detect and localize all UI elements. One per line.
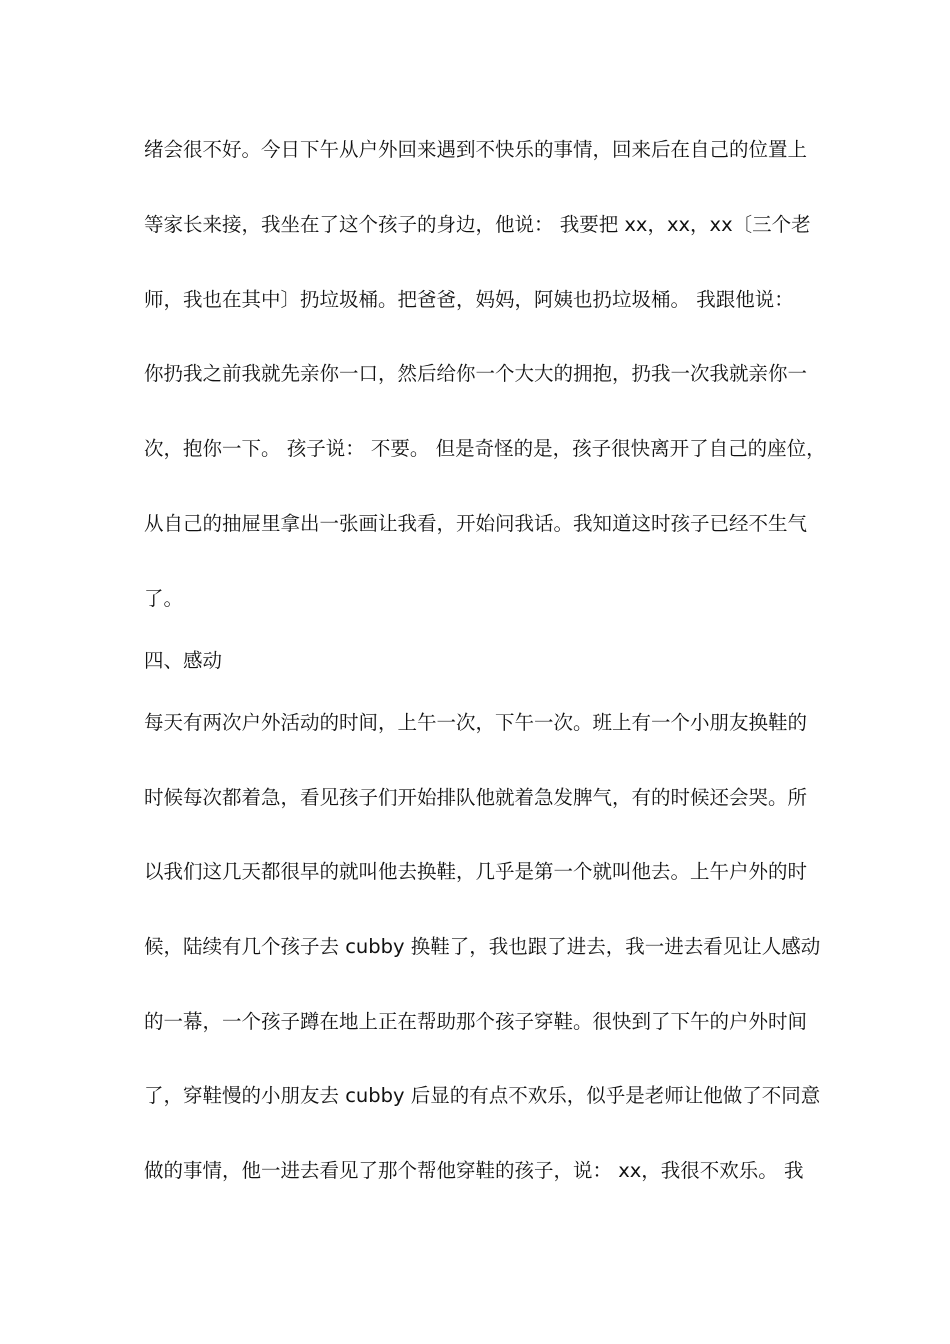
- text-line: 以我们这几天都很早的就叫他去换鞋，几乎是第一个就叫他去。上午户外的时: [144, 860, 808, 883]
- text-line: 等家长来接，我坐在了这个孩子的身边，他说： 我要把 xx，xx，xx〔三个老: [144, 213, 811, 236]
- text-line: 次，抱你一下。 孩子说： 不要。 但是奇怪的是，孩子很快离开了自己的座位，: [144, 437, 826, 460]
- text-line: 了。: [144, 587, 184, 610]
- text-line: 了，穿鞋慢的小朋友去 cubby 后显的有点不欢乐，似乎是老师让他做了不同意: [144, 1084, 821, 1107]
- text-line: 每天有两次户外活动的时间，上午一次，下午一次。班上有一个小朋友换鞋的: [144, 711, 808, 734]
- text-line: 从自己的抽屉里拿出一张画让我看，开始问我话。我知道这时孩子已经不生气: [144, 512, 808, 535]
- text-line: 绪会很不好。今日下午从户外回来遇到不快乐的事情，回来后在自己的位置上: [144, 138, 808, 161]
- section-heading: 四、感动: [144, 649, 223, 672]
- text-line: 做的事情，他一进去看见了那个帮他穿鞋的孩子，说： xx，我很不欢乐。 我: [144, 1159, 804, 1182]
- text-line: 时候每次都着急，看见孩子们开始排队他就着急发脾气，有的时候还会哭。所: [144, 786, 808, 809]
- text-line: 你扔我之前我就先亲你一口，然后给你一个大大的拥抱，扔我一次我就亲你一: [144, 362, 808, 385]
- text-line: 候，陆续有几个孩子去 cubby 换鞋了，我也跟了进去，我一进去看见让人感动: [144, 935, 821, 958]
- text-line: 师，我也在其中〕扔垃圾桶。把爸爸，妈妈，阿姨也扔垃圾桶。 我跟他说：: [144, 288, 794, 311]
- text-line: 的一幕，一个孩子蹲在地上正在帮助那个孩子穿鞋。很快到了下午的户外时间: [144, 1010, 808, 1033]
